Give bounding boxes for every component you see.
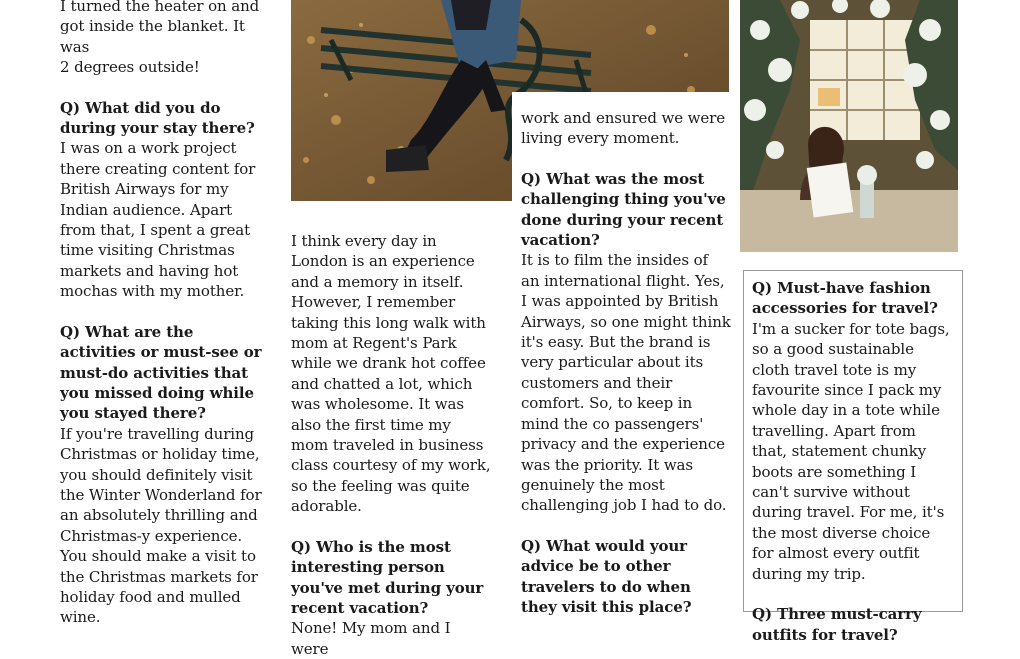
answer-challenging: It is to film the insides of an international flight. Yes, I was appointed by British Airways, so one might think it's easy. But the brand is very particular about its customers and their comfort. So, to keep in mind the co passengers' privacy and the experience was the priority. It was genuinely the most challenging job I had to do.	[521, 251, 731, 515]
cafe-photo-illustration	[740, 0, 958, 252]
question-fashion-accessories: Q) Must-have fashion accessories for travel?	[752, 279, 938, 318]
intro-line: got inside the blanket. It was	[60, 17, 245, 56]
intro-line: 2 degrees outside!	[60, 58, 200, 77]
answer-stay: I was on a work project there creating content for British Airways for my Indian audience. Apart from that, I spent a great time visiting Christmas markets and having hot mochas with my mother.	[60, 139, 256, 301]
answer-interesting-person: None! My mom and I were	[291, 619, 451, 658]
article-column-4	[752, 278, 952, 645]
answer-experience: I think every day in London is an experience and a memory in itself. However, I remember taking this long walk with mom at Regent's Park while we drank hot coffee and chatted a lot, which was wholesome. It was also the first time my mom traveled in business class courtesy of my work, so the feeling was quite adorable.	[291, 232, 491, 516]
question-outfits: Q) Three must-carry outfits for travel?	[752, 605, 922, 644]
question-activities: Q) What are the activities or must-see or must-do activities that you missed doing while you stayed there?	[60, 322, 262, 423]
article-column-1	[60, 0, 272, 628]
answer-continued: work and ensured we were living every moment.	[521, 109, 726, 148]
article-column-3	[521, 108, 731, 617]
answer-fashion-accessories: I'm a sucker for tote bags, so a good sustainable cloth travel tote is my favourite since I pack my whole day in a tote while travelling. Apart from that, statement chunky boots are something I can't survive without during travel. For me, it's the most diverse choice for almost every outfit during my trip.	[752, 319, 950, 583]
cafe-photo	[740, 0, 958, 252]
article-column-2	[291, 231, 491, 659]
question-challenging: Q) What was the most challenging thing you've done during your recent vacation?	[521, 169, 726, 250]
question-interesting-person: Q) Who is the most interesting person you've met during your recent vacation?	[291, 537, 484, 617]
question-advice: Q) What would your advice be to other travelers to do when they visit this place?	[521, 536, 692, 616]
intro-line: I turned the heater on and	[60, 0, 260, 15]
question-stay: Q) What did you do during your stay there?	[60, 98, 255, 138]
answer-activities: If you're travelling during Christmas or holiday time, you should definitely visit the Winter Wonderland for an absolutely thrilling and Christmas-y experience. You should make a visit to the Christmas markets for holiday food and mulled wine.	[60, 424, 262, 627]
